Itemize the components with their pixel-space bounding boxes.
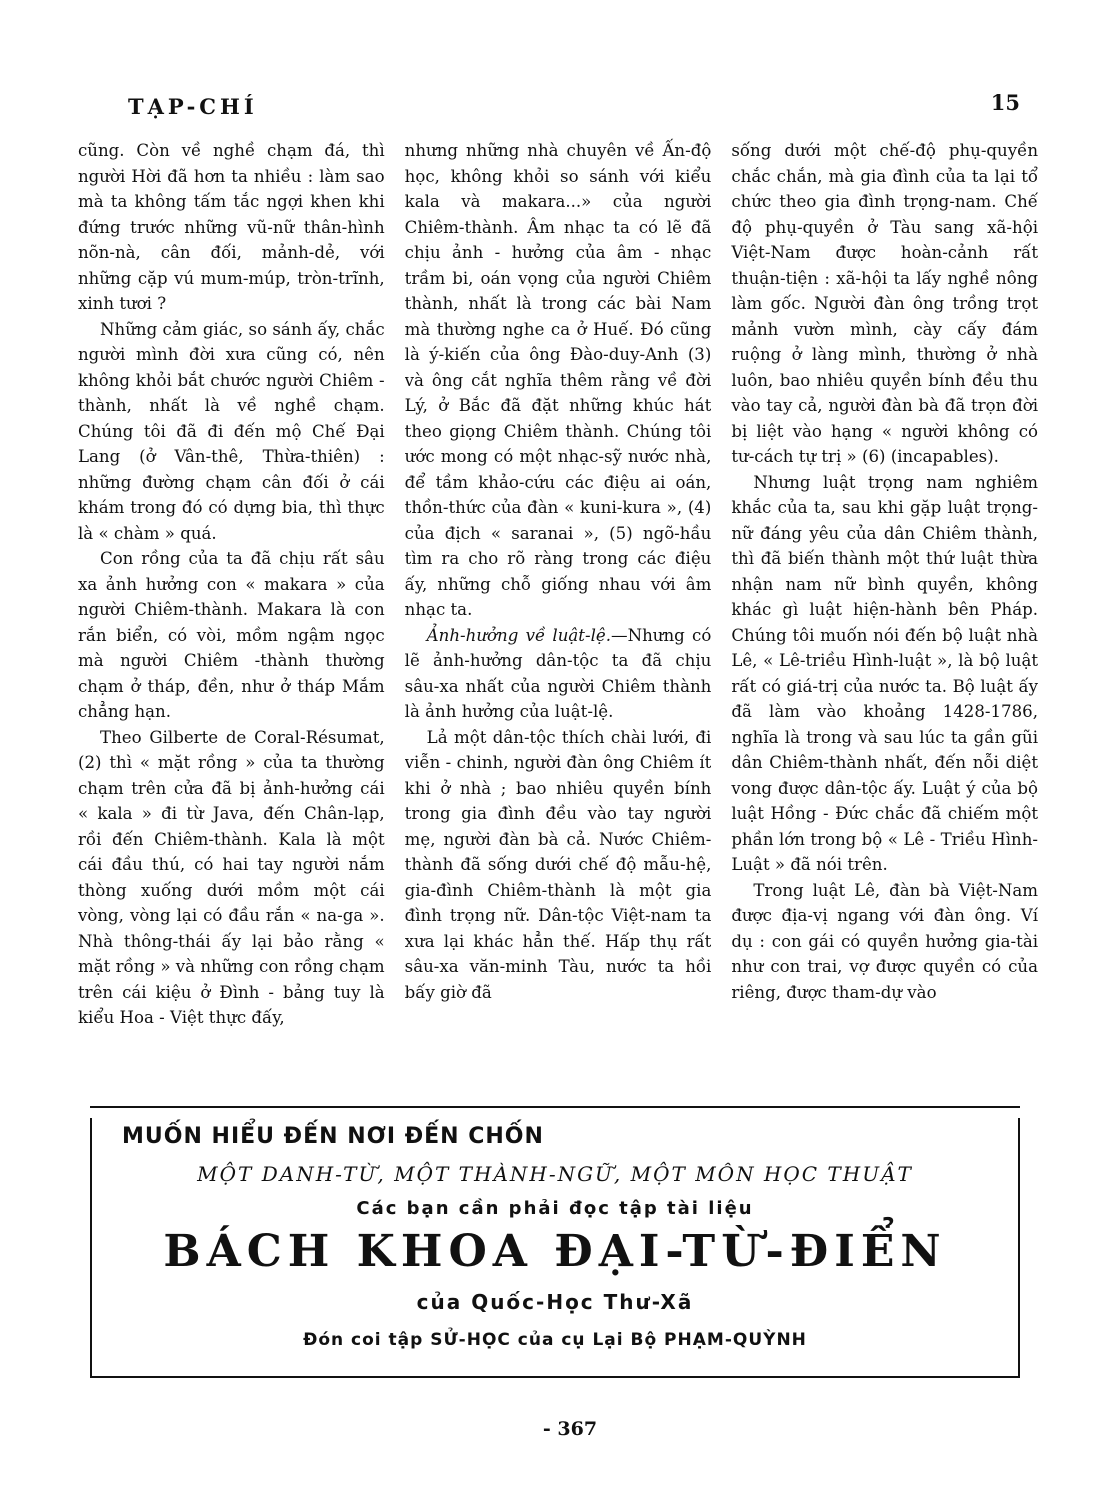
section-text: —Nhưng có lẽ ảnh-hưởng dân-tộc ta đã chịu sâu-xa nhất của người Chiêm thành là ảnh hưởng của luật-lệ.	[404, 625, 712, 721]
ad-subline: MỘT DANH-TỪ, MỘT THÀNH-NGỮ, MỘT MÔN HỌC THUẬT	[197, 1162, 913, 1186]
paragraph: Trong luật Lê, đàn bà Việt-Nam được địa-vị ngang với đàn ông. Ví dụ : con gái có quyền hưởng gia-tài như con trai, vợ được quyền có của riêng, được tham-dự vào	[731, 880, 1039, 1002]
page-header	[128, 88, 1020, 128]
article-body	[78, 138, 1038, 1088]
column-3	[731, 138, 1038, 1088]
section-paragraph	[405, 623, 712, 725]
paragraph: Lả một dân-tộc thích chài lưới, đi viễn - chinh, người đàn ông Chiêm ít khi ở nhà ; bao nhiêu quyền bính trong gia đình đều vào tay người mẹ, người đàn bà cả. Nước Chiêm-thành đã sống dưới chế độ mẫu-hệ, gia-đình Chiêm-thành là một gia đình trọng nữ. Dân-tộc Việt-nam ta xưa lại khác hẳn thế. Hấp thụ rất sâu-xa văn-minh Tàu, nước ta hồi bấy giờ đã	[404, 727, 712, 1002]
paragraph: cũng. Còn về nghề chạm đá, thì người Hời đã hơn ta nhiều : làm sao mà ta không tấm tắc ngợi khen khi đứng trước những vũ-nữ thân-hình nõn-nà, cân đối, mảnh-dẻ, với những cặp vú mum-múp, tròn-trĩnh, xinh tươi ?	[78, 141, 385, 313]
column-1	[78, 138, 385, 1088]
page-number: 15	[990, 90, 1020, 115]
paragraph: nhưng những nhà chuyên về Ấn-độ học, không khỏi so sánh với kiểu kala và makara...» của người Chiêm-thành. Âm nhạc ta có lẽ đã chịu ảnh - hưởng của âm - nhạc trầm bi, oán vọng của người Chiêm thành, nhất là trong các bài Nam mà thường nghe ca ở Huế. Đó cũng là ý-kiến của ông Đào-duy-Anh (3) và ông cắt nghĩa thêm rằng về đời Lý, ở Bắc đã đặt những khúc hát theo giọng Chiêm thành. Chúng tôi ước mong có một nhạc-sỹ nước nhà, để tầm khảo-cứu các điệu ai oán, thồn-thức của đàn « kuni-kura », (4) của địch « saranai », (5) ngõ-hầu tìm ra cho rõ ràng trong các điệu ấy, những chỗ giống nhau với âm nhạc ta.	[404, 141, 712, 619]
paragraph: Theo Gilberte de Coral-Résumat, (2) thì « mặt rồng » của ta thường chạm trên cửa đã bị ảnh-hưởng cái « kala » đi từ Java, đến Chân-lạp, rồi đến Chiêm-thành. Kala là một cái đầu thú, có hai tay người nắm thòng xuống dưới mồm một cái vòng, vòng lại có đầu rắn « na-ga ». Nhà thông-thái ấy lại bảo rằng « mặt rồng » và những con rồng chạm trên cái kiệu ở Đình - bảng tuy là kiểu Hoa - Việt thực đấy,	[78, 727, 385, 1027]
ad-headline: MUỐN HIỂU ĐẾN NƠI ĐẾN CHỐN	[122, 1124, 544, 1149]
page-folio: - 367	[542, 1418, 598, 1440]
divider-rule	[90, 1106, 1020, 1108]
paragraph: sống dưới một chế-độ phụ-quyền chắc chắn, mà gia đình của ta lại tổ chức theo gia đình trọng-nam. Chế độ phụ-quyền ở Tàu sang xã-hội Việt-Nam được hoàn-cảnh rất thuận-tiện : xã-hội ta lấy nghề nông làm gốc. Người đàn ông trồng trọt mảnh vườn mình, cày cấy đám ruộng ở làng mình, thường ở nhà luôn, bao nhiêu quyền bính đều thu vào tay cả, người đàn bà đã trọn đời bị liệt vào hạng « người không có tư-cách tự trị » (6) (incapables).	[731, 141, 1039, 466]
advertisement-box	[90, 1118, 1020, 1378]
ad-publisher: của Quốc-Học Thư-Xã	[416, 1290, 694, 1314]
paragraph: Con rồng của ta đã chịu rất sâu xa ảnh hưởng con « makara » của người Chiêm-thành. Makara là con rắn biển, có vòi, mồm ngậm ngọc mà người Chiêm -thành thường chạm ở tháp, đền, như ở tháp Mắm chẳng hạn.	[78, 549, 385, 721]
section-heading: Ảnh-hưởng về luật-lệ.	[426, 625, 611, 645]
column-2	[405, 138, 712, 1088]
ad-announcement: Đón coi tập SỬ-HỌC của cụ Lại Bộ PHẠM-QUỲNH	[303, 1330, 807, 1350]
ad-title: BÁCH KHOA ĐẠI-TỪ-ĐIỂN	[163, 1226, 947, 1277]
ad-instruction: Các bạn cần phải đọc tập tài liệu	[356, 1198, 754, 1219]
journal-title: TẠP-CHÍ	[128, 94, 258, 119]
paragraph: Nhưng luật trọng nam nghiêm khắc của ta, sau khi gặp luật trọng-nữ đáng yêu của dân Chiêm thành, thì đã biến thành một thứ luật thừa nhận nam nữ bình quyền, không khác gì luật hiện-hành bên Pháp. Chúng tôi muốn nói đến bộ luật nhà Lê, « Lê-triều Hình-luật », là bộ luật rất có giá-trị của nước ta. Bộ luật ấy đã làm vào khoảng 1428-1786, nghĩa là trong và sau lúc ta gần gũi dân Chiêm-thành nhất, đến nỗi diệt vong được dân-tộc ấy. Luật ý của bộ luật Hồng - Đức chắc đã chiếm một phần lớn trong bộ « Lê - Triều Hình-Luật » đã nói trên.	[731, 472, 1039, 874]
paragraph: Những cảm giác, so sánh ấy, chắc người mình đời xưa cũng có, nên không khỏi bắt chước người Chiêm - thành, nhất là về nghề chạm. Chúng tôi đã đi đến mộ Chế Đại Lang (ở Vân-thê, Thừa-thiên) : những đường chạm cân đối ở cái khám trong đó có dựng bia, thì thực là « chàm » quá.	[78, 319, 385, 543]
